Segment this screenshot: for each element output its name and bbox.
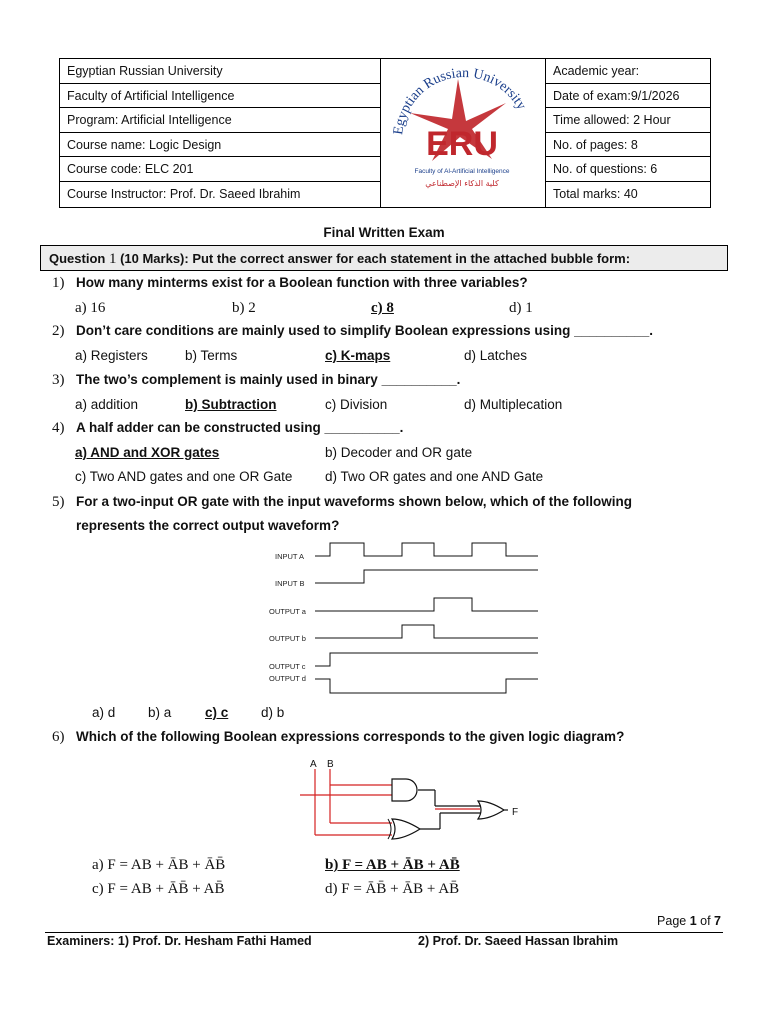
university-logo — [380, 59, 545, 207]
time-allowed: Time allowed: 2 Hour — [546, 108, 711, 133]
option-a: a) Registers — [75, 348, 148, 363]
question-2 — [52, 323, 653, 340]
question-label: Question — [49, 251, 109, 266]
option-b-answer — [325, 856, 460, 874]
footer-divider — [45, 932, 723, 933]
option-b-answer: b) Subtraction — [185, 397, 277, 412]
header-left-column — [60, 59, 381, 207]
option-d: d) b — [261, 705, 285, 720]
page-of: of — [696, 914, 715, 928]
option-a: a) addition — [75, 397, 139, 412]
option-c — [92, 880, 224, 898]
option-a — [92, 856, 225, 874]
examiner-2: 2) Prof. Dr. Saeed Hassan Ibrahim — [418, 934, 619, 948]
wave-label-output-d: OUTPUT d — [269, 674, 306, 683]
wave-label-input-a: INPUT A — [275, 552, 305, 561]
wave-label-output-c: OUTPUT c — [269, 662, 306, 671]
page-total: 7 — [714, 914, 721, 928]
svg-text:ERU: ERU — [426, 125, 498, 163]
option-c: c) Two AND gates and one OR Gate — [75, 469, 293, 484]
input-label-a: A — [310, 759, 317, 770]
question-3 — [52, 372, 460, 389]
option-c-answer: c) K-maps — [325, 348, 391, 363]
question-text: Which of the following Boolean expressions corresponds to the given logic diagram? — [76, 729, 625, 744]
option-b: b) a — [148, 705, 172, 720]
option-c: c) Division — [325, 397, 388, 412]
university-name: Egyptian Russian University — [60, 59, 380, 84]
question-number: 5) — [52, 494, 65, 510]
question-text: The two’s complement is mainly used in binary __________. — [76, 372, 461, 387]
question-number: 6) — [52, 729, 65, 745]
option-a-text: a) F = AB + ĀB + ĀB̄ — [92, 857, 226, 873]
question-instructions: : Put the correct answer for each statement in the attached bubble form: — [184, 251, 631, 266]
question-text: Don’t care conditions are mainly used to simplify Boolean expressions using __________. — [76, 323, 653, 338]
num-pages: No. of pages: 8 — [546, 133, 711, 158]
question-5 — [52, 494, 632, 511]
question-header — [40, 245, 728, 271]
option-d-text: d) F = ĀB̄ + ĀB + AB̄ — [325, 881, 460, 897]
header-right-column — [545, 59, 711, 207]
question-6 — [52, 729, 624, 746]
option-b-text: b) F = AB + ĀB + AB̄ — [325, 857, 460, 873]
course-name: Course name: Logic Design — [60, 133, 380, 158]
option-a-answer: a) AND and XOR gates — [75, 445, 220, 460]
option-b: b) Decoder and OR gate — [325, 445, 473, 460]
question-text: For a two-input OR gate with the input waveforms shown below, which of the following — [76, 494, 632, 509]
option-d: d) Multiplecation — [464, 397, 563, 412]
option-c-text: c) F = AB + ĀB̄ + AB̄ — [92, 881, 225, 897]
program-name: Program: Artificial Intelligence — [60, 108, 380, 133]
option-b: b) Terms — [185, 348, 238, 363]
logic-diagram — [300, 755, 530, 840]
option-c-answer: c) 8 — [371, 300, 394, 316]
option-a: a) d — [92, 705, 116, 720]
question-number: 2) — [52, 323, 65, 339]
wave-label-input-b: INPUT B — [275, 579, 305, 588]
question-marks: (10 Marks) — [116, 251, 185, 266]
question-text: How many minterms exist for a Boolean function with three variables? — [76, 275, 528, 290]
question-4 — [52, 420, 403, 437]
course-instructor: Course Instructor: Prof. Dr. Saeed Ibrahim — [67, 186, 301, 201]
examiner-1: Examiners: 1) Prof. Dr. Hesham Fathi Hamed — [47, 934, 312, 948]
option-d: d) Two OR gates and one AND Gate — [325, 469, 544, 484]
question-text-cont: represents the correct output waveform? — [76, 518, 340, 533]
exam-title: Final Written Exam — [323, 225, 445, 240]
question-number: 1 — [108, 251, 117, 267]
option-a: a) 16 — [75, 300, 106, 316]
academic-year: Academic year: — [546, 59, 711, 84]
input-label-b: B — [327, 759, 334, 770]
faculty-name: Faculty of Artificial Intelligence — [60, 84, 380, 109]
svg-text:Egyptian Russian University: Egyptian Russian University — [391, 65, 529, 136]
page-label: Page — [657, 914, 690, 928]
option-d: d) 1 — [509, 300, 533, 316]
option-b: b) 2 — [232, 300, 256, 316]
question-1 — [52, 275, 528, 292]
option-c-answer: c) c — [205, 705, 229, 720]
output-label-f: F — [512, 807, 519, 818]
question-number: 1) — [52, 275, 65, 291]
svg-text:Faculty of Al-Artificial Intel: Faculty of Al-Artificial Intelligence — [414, 168, 510, 175]
question-number: 3) — [52, 372, 65, 388]
question-text: A half adder can be constructed using __________. — [76, 420, 404, 435]
page-current: 1 — [689, 914, 697, 928]
option-d: d) Latches — [464, 348, 528, 363]
num-questions: No. of questions: 6 — [546, 157, 711, 182]
page-number — [657, 914, 721, 928]
header-table — [59, 58, 711, 208]
waveform-diagram — [262, 538, 552, 698]
wave-label-output-b: OUTPUT b — [269, 634, 306, 643]
question-5-line2 — [76, 518, 339, 533]
exam-date: Date of exam:9/1/2026 — [546, 84, 711, 109]
option-d — [325, 880, 459, 898]
wave-label-output-a: OUTPUT a — [269, 607, 306, 616]
course-code: Course code: ELC 201 — [60, 157, 380, 182]
svg-text:كلية الذكاء الإصطناعي: كلية الذكاء الإصطناعي — [425, 179, 499, 188]
total-marks: Total marks: 40 — [553, 186, 638, 201]
question-number: 4) — [52, 420, 65, 436]
